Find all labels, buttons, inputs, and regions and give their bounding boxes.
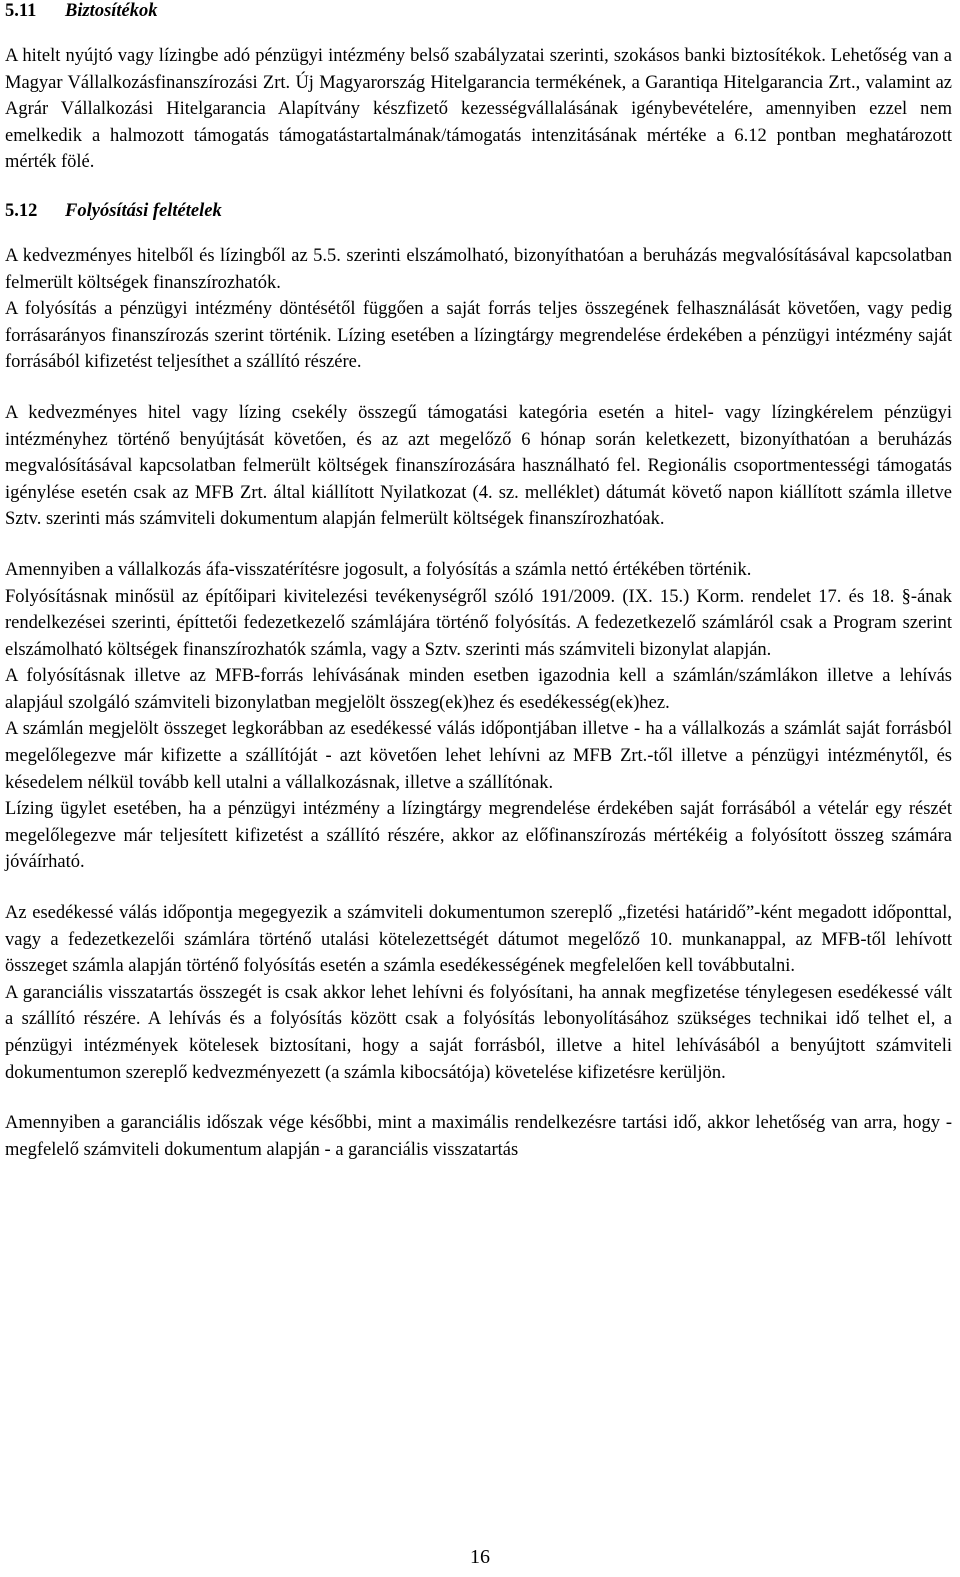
paragraph: A garanciális visszatartás összegét is csak akkor lehet lehívni és folyósítani, ha annak megfizetése ténylegesen esedékessé vált a szállító részére. A lehívás és a folyósítás között csak a folyósítás lebonyolításához szükséges technikai idő telhet el, a pénzügyi intézmények kötelesek biztosítani, hogy a saját forrásból, illetve a hitel lehívásából a benyújtott számviteli dokumentumon szereplő kedvezményezett (a számla kibocsátója) követelése kifizetésre kerüljön. <box>5 982 952 1083</box>
section-title: Biztosítékok <box>65 1 158 21</box>
section-heading-5-12 <box>5 200 952 222</box>
paragraph: A számlán megjelölt összeget legkorábban az esedékessé válás időpontjában illetve - ha a vállalkozás a számlát saját forrásból megelőlegezve már kifizette a szállítóját - azt követően lehet lehívni az MFB Zrt.-től illetve a pénzügyi intézménytől, és késedelem nélkül tovább kell utalni a vállalkozásnak, illetve a szállítónak. <box>5 719 952 793</box>
paragraph: A kedvezményes hitel vagy lízing csekély összegű támogatási kategória esetén a hitel- vagy lízingkérelem pénzügyi intézményhez történő benyújtását követően, és az azt megelőző 6 hónap során keletkezett, bizonyíthatóan a beruházás megvalósításával kapcsolatban felmerült költségek finanszírozására használható fel. Regionális csoportmentességi támogatás igénylése esetén csak az MFB Zrt. által kiállított Nyilatkozat (4. sz. melléklet) dátumát követő napon kiállított számla illetve Sztv. szerinti más számviteli dokumentum alapján felmerült költségek finanszírozhatóak. <box>5 402 952 530</box>
paragraph: Amennyiben a garanciális időszak vége későbbi, mint a maximális rendelkezésre tartási idő, akkor lehetőség van arra, hogy - megfelelő számviteli dokumentum alapján - a garanciális visszatartás <box>5 1113 952 1160</box>
paragraph: Az esedékessé válás időpontja megegyezik a számviteli dokumentumon szereplő „fizetési határidő”-ként megadott időponttal, vagy a fedezetkezelői számlára történő utalási kötelezettségét dátumot megelőző 10. munkanappal, az MFB-től lehívott összeget számla alapján történő folyósítás esetén a számla esedékességének megfelelően kell továbbutalni. <box>5 903 952 977</box>
paragraph: A kedvezményes hitelből és lízingből az 5.5. szerinti elszámolható, bizonyíthatóan a beruházás megvalósításával kapcsolatban felmerült költségek finanszírozhatók. <box>5 245 952 293</box>
section-heading-5-11 <box>5 0 952 22</box>
paragraph: Amennyiben a vállalkozás áfa-visszatérítésre jogosult, a folyósítás a számla nettó értékében történik. <box>5 559 752 580</box>
document-page <box>5 0 952 1163</box>
paragraph: A hitelt nyújtó vagy lízingbe adó pénzügyi intézmény belső szabályzatai szerinti, szokásos banki biztosítékok. Lehetőség van a Magyar Vállalkozásfinanszírozási Zrt. Új Magyarország Hitelgarancia termékének, a Garantiqa Hitelgarancia Zrt., valamint az Agrár Vállalkozási Hitelgarancia Alapítvány készfizető kezességvállalásának igénybevételére, amennyiben ezzel nem emelkedik a halmozott támogatás támogatástartalmának/támogatás intenzitásának mértéke a 6.12 pontban meghatározott mérték fölé. <box>5 46 952 173</box>
section-number: 5.11 <box>5 1 37 21</box>
page-number: 16 <box>470 1546 490 1568</box>
section-title: Folyósítási feltételek <box>65 200 222 221</box>
section-number: 5.12 <box>5 200 38 221</box>
paragraph: Folyósításnak minősül az építőipari kivitelezési tevékenységről szóló 191/2009. (IX. 15.) Korm. rendelet 17. és 18. §-ának rendelkezései szerinti, építtetői fedezetkezelő számlájára történő folyósítás. A fedezetkezelő számláról csak a Program szerint elszámolható költségek finanszírozhatók számla, vagy a Sztv. szerinti más számviteli bizonylat alapján. <box>5 586 952 660</box>
paragraph: A folyósítás a pénzügyi intézmény döntésétől függően a saját forrás teljes összegének felhasználását követően, vagy pedig forrásarányos finanszírozás szerint történik. Lízing esetében a lízingtárgy megrendelése érdekében a pénzügyi intézmény saját forrásából kifizetést teljesíthet a szállító részére. <box>5 299 952 373</box>
paragraph: A folyósításnak illetve az MFB-forrás lehívásának minden esetben igazodnia kell a számlán/számlákon illetve a lehívás alapjául szolgáló számviteli bizonylatban megjelölt összeg(ek)hez és esedékesség(ek)hez. <box>5 666 952 713</box>
paragraph: Lízing ügylet esetében, ha a pénzügyi intézmény a lízingtárgy megrendelése érdekében saját forrásából a vételár egy részét megelőlegezve már teljesített kifizetést a szállító részére, akkor az előfinanszírozás mértékéig a folyósított összeg számára jóváírható. <box>5 799 952 873</box>
